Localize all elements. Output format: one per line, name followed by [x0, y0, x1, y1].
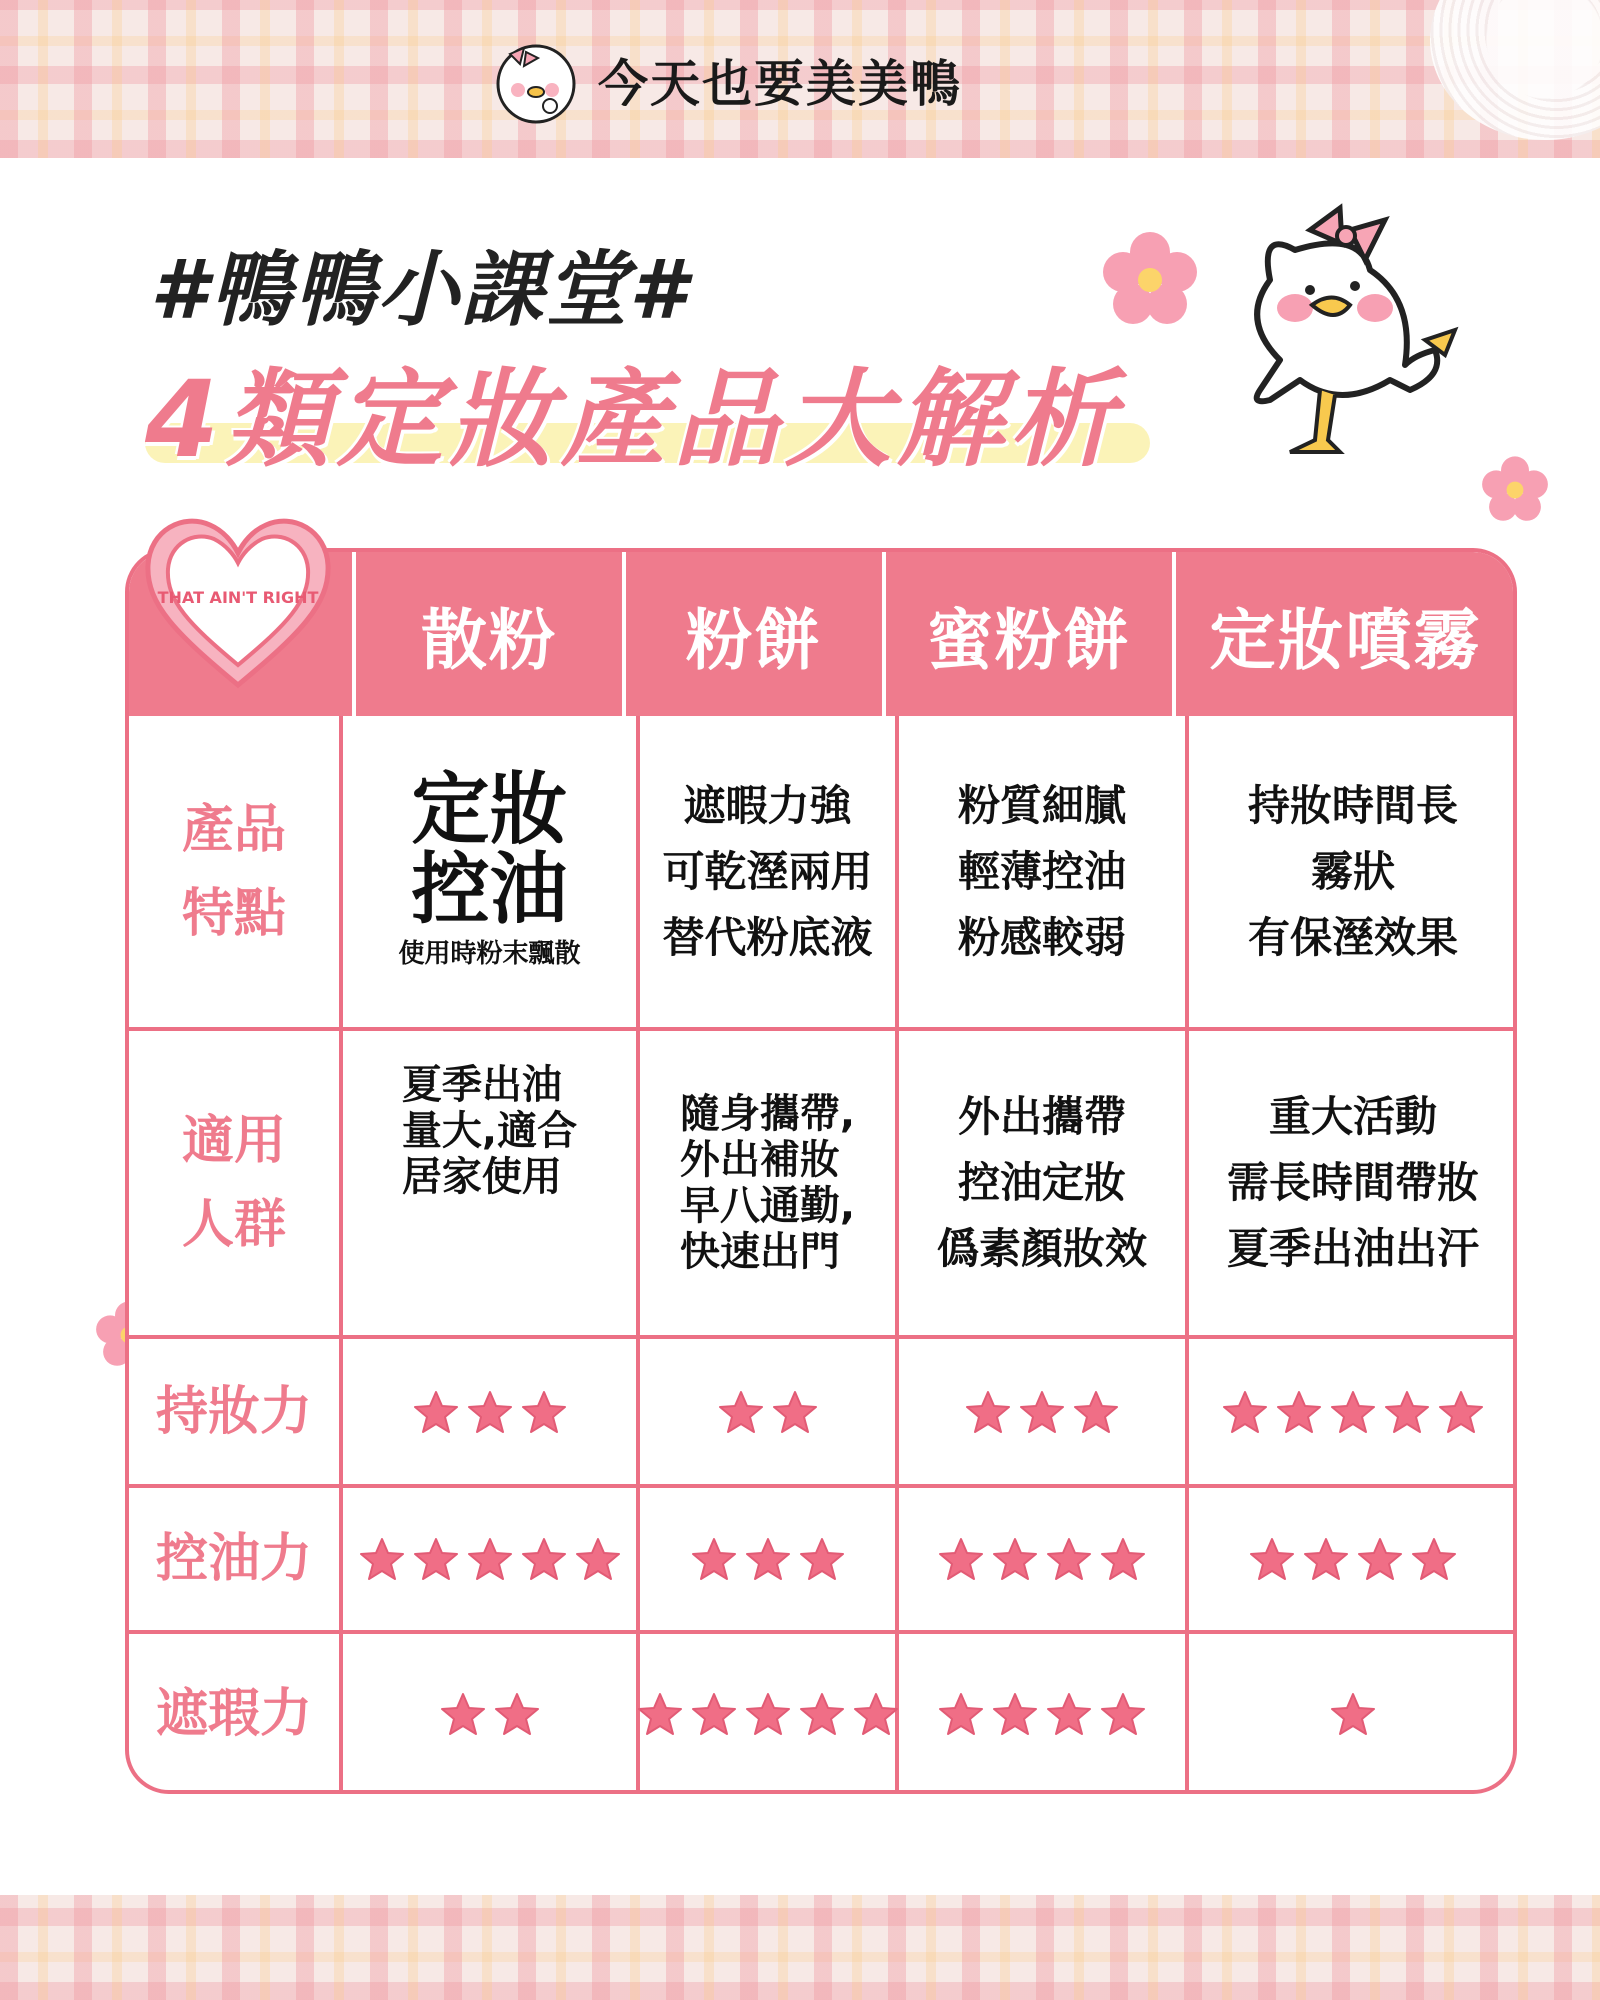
- heart-badge-text: THAT AIN'T RIGHT: [157, 588, 319, 607]
- star-icon: [494, 1691, 540, 1737]
- flower-icon: [1480, 455, 1550, 525]
- cell-note: 使用時粉末飄散: [398, 938, 581, 969]
- star-icon: [992, 1691, 1038, 1737]
- cell-line: 控油定妝: [957, 1158, 1126, 1207]
- star-icon: [440, 1691, 486, 1737]
- cell-features-pressed-powder: [640, 716, 895, 1027]
- star-icon: [745, 1536, 791, 1582]
- cell-audience-setting-spray: [1189, 1031, 1517, 1335]
- cell-audience-loose-powder: [343, 1031, 636, 1231]
- star-icon: [467, 1536, 513, 1582]
- duck-mascot-icon: [490, 34, 582, 126]
- star-icon: [575, 1536, 621, 1582]
- star-rating: [899, 1339, 1185, 1484]
- cell-line: 重大活動: [1268, 1092, 1437, 1141]
- cell-line: 粉質細膩: [957, 780, 1126, 830]
- cell-features-loose-powder: [343, 716, 636, 1027]
- cell-line: 隨身攜帶,: [679, 1091, 856, 1137]
- cell-line: 有保溼效果: [1247, 912, 1458, 962]
- cell-features-setting-spray: [1189, 716, 1517, 1027]
- star-icon: [1330, 1389, 1376, 1435]
- star-icon: [772, 1389, 818, 1435]
- star-icon: [521, 1536, 567, 1582]
- star-icon: [853, 1691, 899, 1737]
- row-label-features: [129, 716, 339, 1027]
- star-rating: [640, 1634, 895, 1794]
- star-icon: [1100, 1691, 1146, 1737]
- star-icon: [1222, 1389, 1268, 1435]
- cell-line: 粉感較弱: [957, 912, 1126, 962]
- column-header-honey-powder-cake: 蜜粉餅: [927, 601, 1131, 679]
- star-icon: [1384, 1389, 1430, 1435]
- heart-badge-icon: [138, 505, 338, 695]
- cell-line: 居家使用: [401, 1154, 562, 1200]
- star-icon: [1411, 1536, 1457, 1582]
- star-icon: [938, 1691, 984, 1737]
- star-icon: [467, 1389, 513, 1435]
- column-header-loose-powder: 散粉: [421, 601, 557, 679]
- star-icon: [718, 1389, 764, 1435]
- star-rating: [343, 1339, 636, 1484]
- star-icon: [799, 1536, 845, 1582]
- star-icon: [1438, 1389, 1484, 1435]
- flower-icon: [1100, 230, 1200, 330]
- star-icon: [691, 1691, 737, 1737]
- star-icon: [1073, 1389, 1119, 1435]
- cell-line: 早八通勤,: [679, 1183, 856, 1229]
- page-title-wrap: [145, 335, 1121, 487]
- row-label-line: 人群: [181, 1194, 286, 1255]
- cell-line: 替代粉底液: [662, 912, 873, 962]
- header-divider: [622, 552, 626, 716]
- cell-line: 可乾溼兩用: [662, 846, 873, 896]
- header-divider: [1172, 552, 1176, 716]
- cell-line: 需長時間帶妝: [1226, 1158, 1479, 1207]
- cell-line: 快速出門: [679, 1229, 840, 1275]
- star-icon: [992, 1536, 1038, 1582]
- row-label-longevity: [129, 1339, 339, 1484]
- star-rating: [899, 1634, 1185, 1794]
- header-divider: [882, 552, 886, 716]
- header-bar: [490, 40, 962, 120]
- row-label-oil-control: [129, 1488, 339, 1630]
- duck-mascot-icon: [1200, 190, 1470, 480]
- cell-features-honey-powder-cake: [899, 716, 1185, 1027]
- page-title: 4類定妝產品大解析: [145, 358, 1121, 481]
- cell-line: 定妝: [411, 764, 568, 855]
- cell-line: 外出補妝: [679, 1137, 840, 1183]
- star-rating: [343, 1488, 636, 1630]
- cell-line: 輕薄控油: [957, 846, 1126, 896]
- star-icon: [413, 1389, 459, 1435]
- cell-line: 遮暇力強: [683, 780, 852, 830]
- star-icon: [413, 1536, 459, 1582]
- cell-line: 夏季出油: [401, 1062, 562, 1108]
- star-icon: [1046, 1691, 1092, 1737]
- star-icon: [1046, 1536, 1092, 1582]
- star-icon: [521, 1389, 567, 1435]
- header-divider: [352, 552, 356, 716]
- column-header-setting-spray: 定妝噴霧: [1209, 601, 1482, 679]
- star-icon: [938, 1536, 984, 1582]
- star-rating: [640, 1488, 895, 1630]
- row-label-line: 特點: [181, 882, 286, 944]
- cell-line: 持妝時間長: [1247, 780, 1458, 830]
- star-icon: [1357, 1536, 1403, 1582]
- star-icon: [637, 1691, 683, 1737]
- cell-audience-pressed-powder: [640, 1031, 895, 1335]
- page-subtitle-hashtag: #鴨鴨小課堂#: [150, 243, 689, 338]
- row-label-line: 持妝力: [155, 1380, 312, 1442]
- star-rating: [1189, 1634, 1517, 1794]
- row-label-line: 適用: [181, 1110, 286, 1171]
- row-label-line: 控油力: [155, 1528, 312, 1589]
- cell-line: 控油: [411, 844, 568, 935]
- star-icon: [1276, 1389, 1322, 1435]
- cell-line: 量大,適合: [401, 1108, 578, 1154]
- star-icon: [965, 1389, 1011, 1435]
- row-label-coverage: [129, 1634, 339, 1794]
- comparison-table: [125, 548, 1517, 1794]
- star-icon: [691, 1536, 737, 1582]
- cell-audience-honey-powder-cake: [899, 1031, 1185, 1335]
- star-icon: [1249, 1536, 1295, 1582]
- star-rating: [640, 1339, 895, 1484]
- row-label-line: 遮瑕力: [155, 1683, 312, 1744]
- row-label-audience: [129, 1031, 339, 1335]
- column-header-pressed-powder: 粉餅: [686, 601, 822, 679]
- star-icon: [1330, 1691, 1376, 1737]
- star-rating: [899, 1488, 1185, 1630]
- star-rating: [343, 1634, 636, 1794]
- star-icon: [799, 1691, 845, 1737]
- star-icon: [359, 1536, 405, 1582]
- star-icon: [1100, 1536, 1146, 1582]
- row-label-line: 產品: [181, 798, 286, 860]
- star-icon: [1303, 1536, 1349, 1582]
- star-icon: [1019, 1389, 1065, 1435]
- cell-line: 夏季出油出汗: [1226, 1224, 1479, 1273]
- star-icon: [745, 1691, 791, 1737]
- star-rating: [1189, 1488, 1517, 1630]
- cell-line: 外出攜帶: [957, 1092, 1126, 1141]
- plaid-footer-band: [0, 1895, 1600, 2000]
- cell-line: 僞素顏妝效: [936, 1224, 1147, 1273]
- star-rating: [1189, 1339, 1517, 1484]
- cell-line: 霧狀: [1310, 846, 1395, 896]
- header-title: 今天也要美美鴨: [598, 55, 962, 113]
